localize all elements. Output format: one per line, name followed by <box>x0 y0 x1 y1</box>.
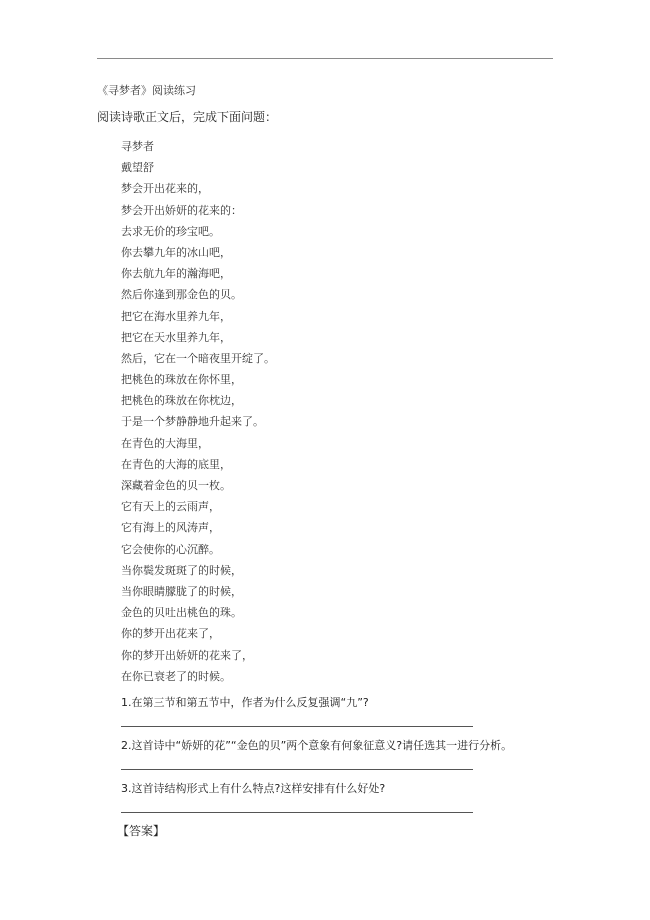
instruction-text: 阅读诗歌正文后，完成下面问题： <box>97 110 278 124</box>
poem-line: 你去攀九年的冰山吧， <box>121 245 231 259</box>
answer-heading: 【答案】 <box>117 824 166 838</box>
poem-line: 梦会开出娇妍的花来的： <box>121 203 242 217</box>
poem-line: 把它在海水里养九年， <box>121 309 231 323</box>
poem-line: 在青色的大海的底里， <box>121 457 231 471</box>
question-3: 3.这首诗结构形式上有什么特点?这样安排有什么好处? <box>121 782 386 795</box>
question-1: 1.在第三节和第五节中，作者为什么反复强调“九”? <box>121 696 369 709</box>
poem-line: 然后，它在一个暗夜里开绽了。 <box>121 351 275 365</box>
poem-line: 然后你逢到那金色的贝。 <box>121 288 242 302</box>
poem-line: 它有天上的云雨声， <box>121 500 220 514</box>
poem-line: 于是一个梦静静地升起来了。 <box>121 415 264 429</box>
poem-line: 把桃色的珠放在你怀里， <box>121 373 242 387</box>
poem-line: 你的梦开出娇妍的花来了， <box>121 648 253 662</box>
poem-line: 它有海上的风涛声， <box>121 521 220 535</box>
poem-line: 你去航九年的瀚海吧， <box>121 267 231 281</box>
poem-line: 它会使你的心沉醉。 <box>121 542 220 556</box>
poem-line: 金色的贝吐出桃色的珠。 <box>121 606 242 620</box>
poem-line: 去求无价的珍宝吧。 <box>121 224 220 238</box>
poem-line: 把桃色的珠放在你枕边， <box>121 394 242 408</box>
poem-text <box>121 136 275 687</box>
header-rule <box>97 58 553 59</box>
answer-blank-3 <box>121 812 473 813</box>
answer-blank-2 <box>121 769 473 770</box>
question-2: 2.这首诗中“娇妍的花”“金色的贝”两个意象有何象征意义?请任选其一进行分析。 <box>121 739 513 752</box>
poem-line: 在你已衰老了的时候。 <box>121 669 231 683</box>
poem-line: 你的梦开出花来了， <box>121 627 220 641</box>
poem-line: 在青色的大海里， <box>121 436 209 450</box>
poem-line: 深藏着金色的贝一枚。 <box>121 479 231 492</box>
answer-blank-1 <box>121 726 473 727</box>
poem-line: 把它在天水里养九年， <box>121 330 231 344</box>
poem-line: 当你鬓发斑斑了的时候， <box>121 563 242 577</box>
poem-line: 当你眼睛朦胧了的时候， <box>121 584 242 598</box>
poem-author: 戴望舒 <box>121 161 154 175</box>
poem-line: 梦会开出花来的， <box>121 182 209 196</box>
poem-title: 寻梦者 <box>121 140 154 153</box>
document-title: 《寻梦者》阅读练习 <box>97 84 196 97</box>
